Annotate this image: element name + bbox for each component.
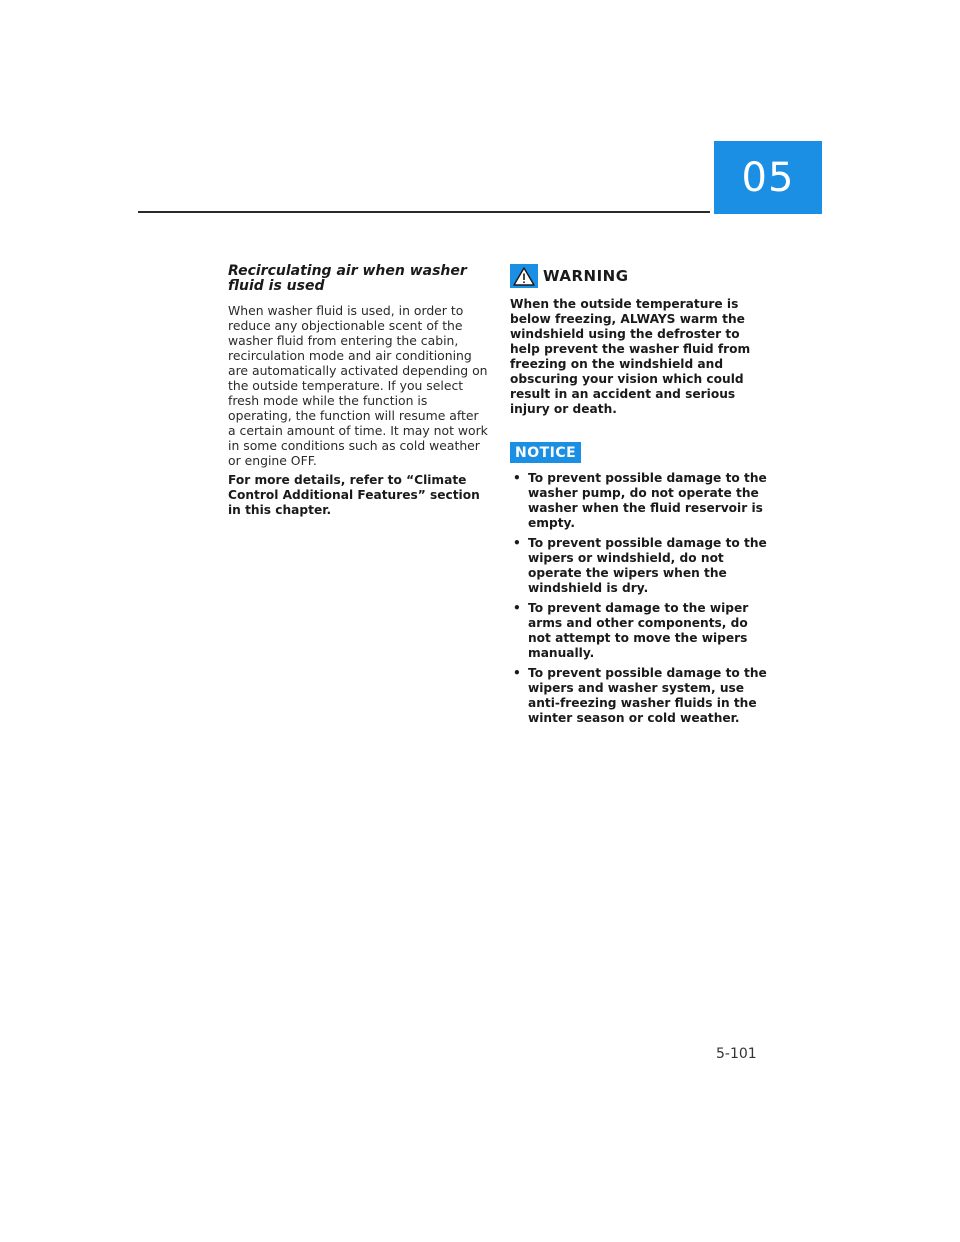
right-column bbox=[510, 264, 770, 731]
section-subheading: Recirculating air when washer fluid is used bbox=[228, 263, 467, 294]
bullet-icon: • bbox=[513, 601, 521, 615]
notice-item-text: To prevent damage to the wiper arms and other components, do not attempt to move the wipers manually. bbox=[528, 601, 749, 660]
notice-item-text: To prevent possible damage to the washer pump, do not operate the washer when the fluid reservoir is empty. bbox=[528, 471, 767, 530]
left-column bbox=[228, 264, 490, 518]
chapter-tab bbox=[714, 141, 822, 214]
section-reference: For more details, refer to “Climate Control Additional Features” section in this chapter. bbox=[228, 473, 480, 517]
notice-badge: NOTICE bbox=[510, 442, 581, 463]
notice-item bbox=[510, 536, 770, 596]
notice-list bbox=[510, 471, 770, 726]
section-paragraph: When washer fluid is used, in order to reduce any objectionable scent of the washer fluid from entering the cabin, recirculation mode and air conditioning are automatically activated depending on the outside temperature. If you select fresh mode while the function is operating, the function will resume after a certain amount of time. It may not work in some conditions such as cold weather or engine OFF. bbox=[228, 303, 488, 468]
warning-label: WARNING bbox=[543, 267, 629, 285]
notice-item bbox=[510, 471, 770, 531]
header-rule bbox=[138, 211, 710, 213]
warning-text: When the outside temperature is below freezing, ALWAYS warm the windshield using the defroster to help prevent the washer fluid from freezing on the windshield and obscuring your vision which could result in an accident and serious injury or death. bbox=[510, 297, 751, 416]
notice-item bbox=[510, 666, 770, 726]
bullet-icon: • bbox=[513, 666, 521, 680]
notice-item bbox=[510, 601, 770, 661]
chapter-number: 05 bbox=[741, 154, 795, 201]
bullet-icon: • bbox=[513, 536, 521, 550]
warning-header bbox=[510, 264, 770, 288]
warning-triangle-icon bbox=[510, 264, 538, 288]
page-number: 5-101 bbox=[716, 1046, 757, 1062]
notice-item-text: To prevent possible damage to the wipers and washer system, use anti-freezing washer fluids in the winter season or cold weather. bbox=[528, 666, 767, 725]
notice-item-text: To prevent possible damage to the wipers or windshield, do not operate the wipers when the windshield is dry. bbox=[528, 536, 767, 595]
bullet-icon: • bbox=[513, 471, 521, 485]
